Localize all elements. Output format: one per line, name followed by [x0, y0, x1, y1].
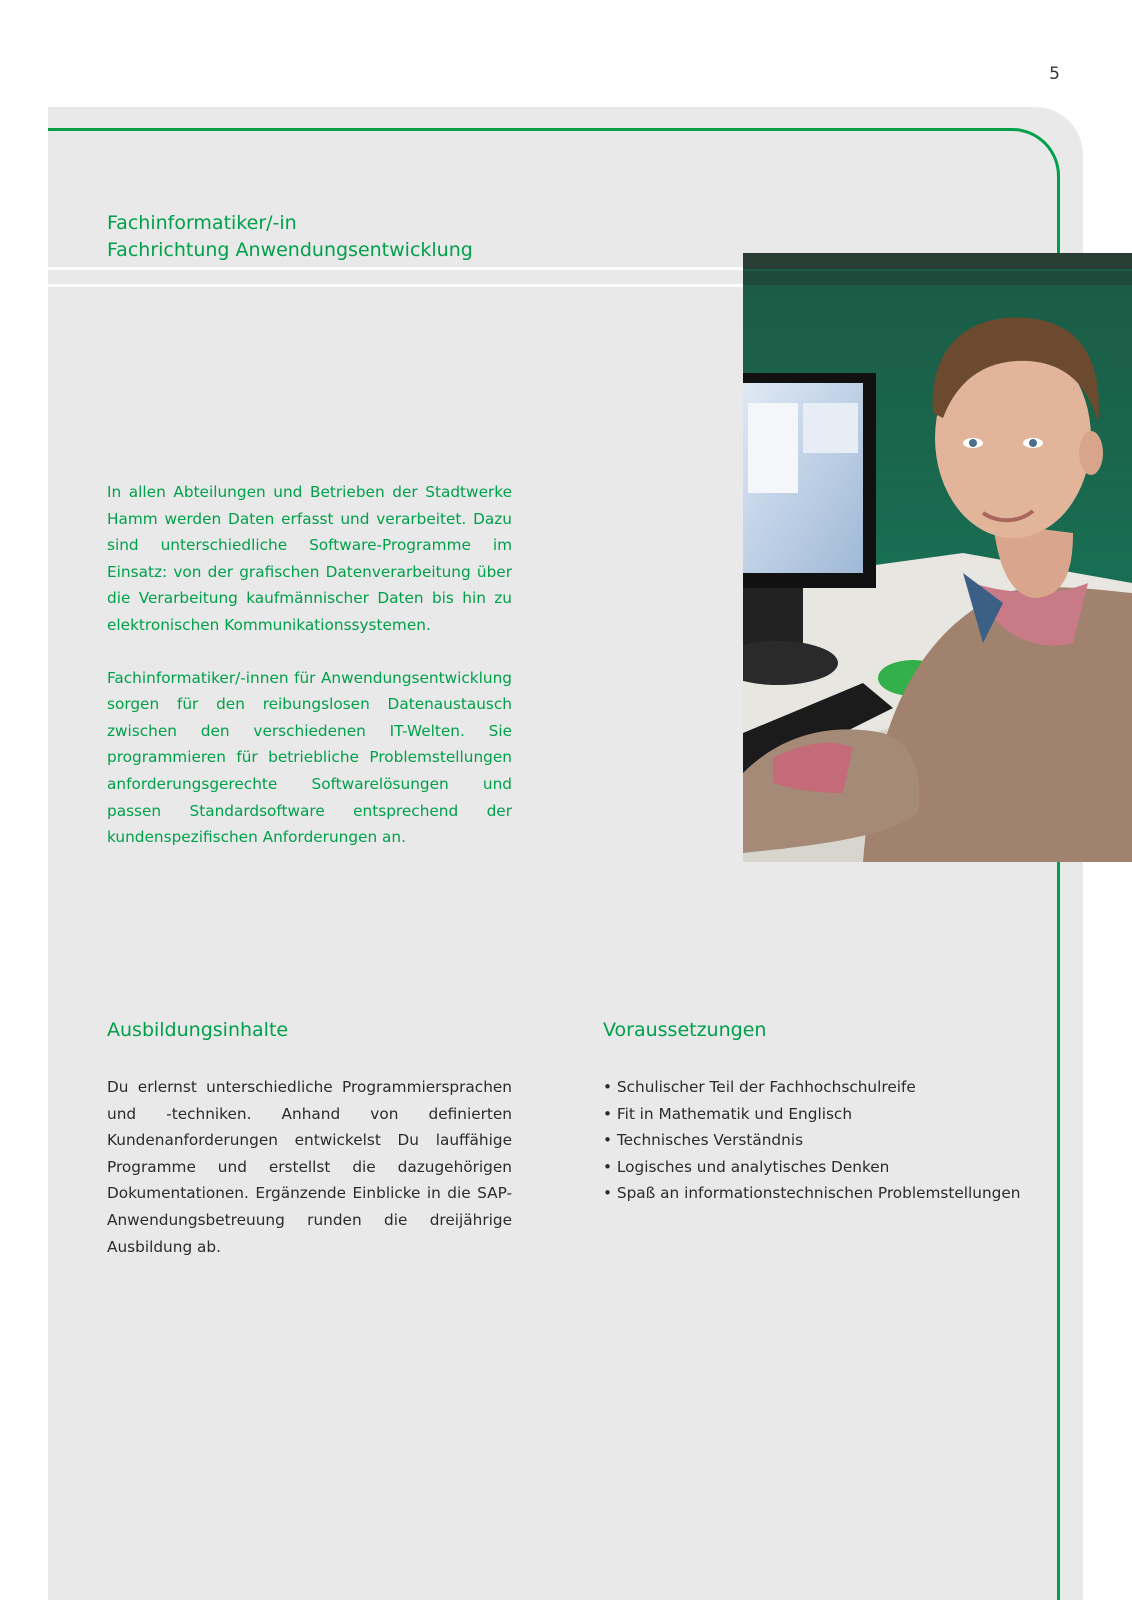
apprentice-photo: [743, 253, 1132, 862]
page-title: [107, 210, 473, 264]
title-line-2: Fachrichtung Anwendungsentwicklung: [107, 239, 473, 261]
title-line-1: Fachinformatiker/-in: [107, 212, 297, 234]
section-voraussetzungen: [603, 1016, 1043, 1207]
ausbildungsinhalte-text: Du erlernst unterschiedliche Programmiersprachen und -techniken. Anhand von definierten Kundenanforderungen entwickelst Du lauffähige Programme und erstellst die dazugehörigen Dokumentationen. Ergänzende Einblicke in die SAP-Anwendungsbetreuung runden die dreijährige Ausbildung ab.: [107, 1078, 512, 1256]
ausbildungsinhalte-heading: Ausbildungsinhalte: [107, 1019, 289, 1041]
intro-paragraph-2: Fachinformatiker/-innen für Anwendungsentwicklung sorgen für den reibungslosen Datenaustausch zwischen den verschiedenen IT-Welten. Sie programmieren für betriebliche Problemstellungen anforderungsgerechte Softwarelösungen und passen Standardsoftware entsprechend der kundenspezifischen Anforderungen an.: [107, 668, 512, 847]
section-ausbildungsinhalte: [107, 1016, 512, 1260]
page-number: 5: [1049, 64, 1060, 84]
list-item: • Spaß an informationstechnischen Problemstellungen: [603, 1180, 1043, 1207]
list-item: • Logisches und analytisches Denken: [603, 1154, 1043, 1181]
list-item: • Technisches Verständnis: [603, 1127, 1043, 1154]
intro-text: [107, 479, 512, 877]
intro-paragraph-1: In allen Abteilungen und Betrieben der Stadtwerke Hamm werden Daten erfasst und verarbeitet. Dazu sind unterschiedliche Software-Programme im Einsatz: von der grafischen Datenverarbeitung über die Verarbeitung kaufmännischer Daten bis hin zu elektronischen Kommunikationssystemen.: [107, 483, 512, 634]
voraussetzungen-heading: Voraussetzungen: [603, 1019, 767, 1041]
requirements-list: [603, 1074, 1043, 1207]
list-item: • Fit in Mathematik und Englisch: [603, 1101, 1043, 1128]
list-item: • Schulischer Teil der Fachhochschulreife: [603, 1074, 1043, 1101]
